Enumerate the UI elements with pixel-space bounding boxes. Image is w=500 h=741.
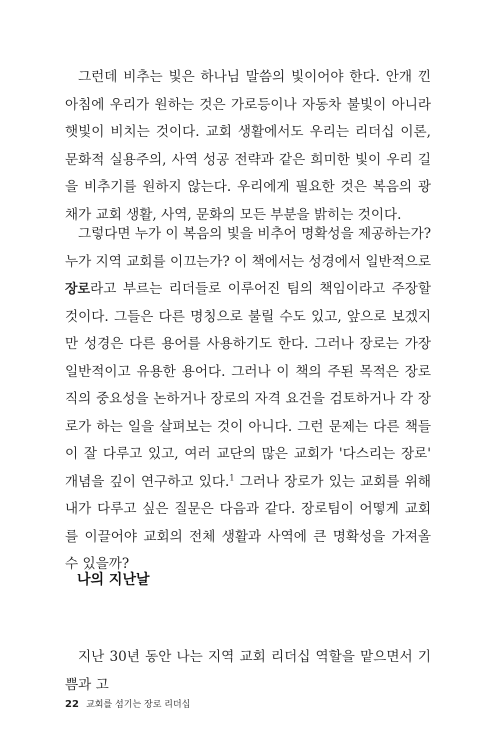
- footnote-marker[interactable]: 1: [229, 472, 235, 482]
- section-heading: 나의 지난날: [77, 572, 150, 588]
- page-footer: [65, 697, 190, 710]
- emphasized-term: 장로: [65, 282, 91, 297]
- paragraph-text: 지난 30년 동안 나는 지역 교회 리더십 역할을 맡으면서 기쁨과 고: [65, 649, 431, 693]
- paragraph-text: 그러나 장로가 있는 교회를 위해 내가 다루고 싶은 질문은 다음과 같다. 장로팀이 어떻게 교회를 이끌어야 교회의 전체 생활과 사역에 큰 명확성을 가져올 수 있을까?: [65, 473, 431, 572]
- running-title: 교회를 섬기는 장로 리더십: [86, 700, 191, 710]
- page-number: 22: [65, 699, 79, 710]
- paragraph-text: 라고 부르는 리더들로 이루어진 팀의 책임이라고 주장할 것이다. 그들은 다른 명칭으로 불릴 수도 있고, 앞으로 보겠지만 성경은 다른 용어를 사용하기도 한다. 그러나 장로는 가장 일반적이고 유용한 용어다. 그러나 이 책의 주된 목적은 장로직의 중요성을 논하거나 장로의 자격 요건을 검토하거나 각 장로가 하는 일을 살펴보는 것이 아니다. 그런 문제는 다른 책들이 잘 다루고 있고, 여러 교단의 많은 교회가 '다스리는 장로' 개념을 깊이 연구하고 있다.: [65, 281, 431, 490]
- paragraph-text: 그렇다면 누가 이 복음의 빛을 비추어 명확성을 제공하는가? 누가 지역 교회를 이끄는가? 이 책에서는 성경에서 일반적으로: [65, 226, 431, 270]
- paragraph-text: 그런데 비추는 빛은 하나님 말씀의 빛이어야 한다. 안개 낀 아침에 우리가 원하는 것은 가로등이나 자동차 불빛이 아니라 햇빛이 비치는 것이다. 교회 생활에서도 우리는 리더십 이론, 문화적 실용주의, 사역 성공 전략과 같은 희미한 빛이 우리 길을 비추기를 원하지 않는다. 우리에게 필요한 것은 복음의 광채가 교회 생활, 사역, 문화의 모든 부분을 밝히는 것이다.: [65, 69, 431, 223]
- body-paragraph-past: [65, 644, 431, 699]
- body-paragraph-elders: [65, 221, 431, 579]
- body-paragraph-light: [65, 64, 431, 229]
